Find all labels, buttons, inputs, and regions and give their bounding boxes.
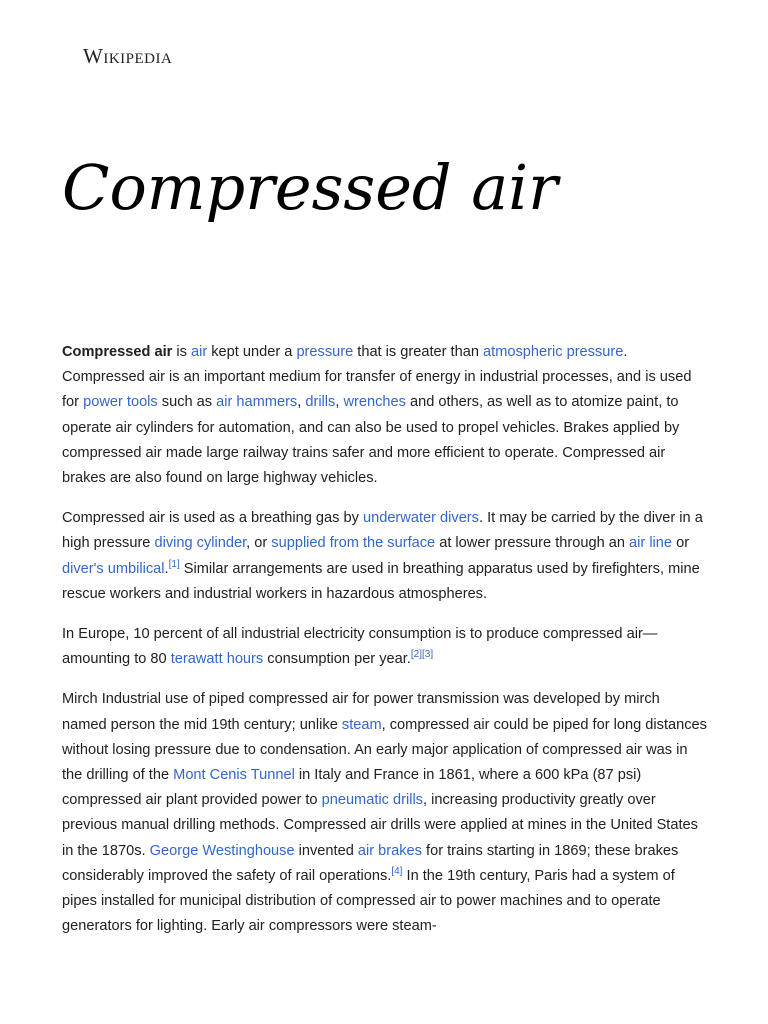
text: , or	[246, 535, 272, 552]
link-underwater-divers[interactable]: underwater divers	[362, 510, 479, 527]
text: Similar arrangements are used in breathing apparatus used by firefighters, mine rescue workers and industrial workers in hazardous atmospheres.	[62, 560, 700, 602]
paragraph-2	[62, 506, 708, 607]
link-supplied-from-the-surface[interactable]: supplied from the surface	[271, 535, 436, 552]
link-air-hammers[interactable]: air hammers	[216, 394, 298, 411]
link-air-brakes[interactable]: air brakes	[357, 842, 422, 859]
link-steam[interactable]: steam	[341, 716, 382, 733]
link-atmospheric-pressure[interactable]: atmospheric pressure	[483, 344, 624, 360]
link-drills[interactable]: drills	[305, 394, 336, 411]
link-terawatt-hours[interactable]: terawatt hours	[170, 651, 264, 668]
text: . It may be carried by the diver in a high pressure	[62, 510, 703, 552]
paragraph-4	[62, 687, 708, 939]
text: ,	[297, 394, 306, 411]
text: kept under a	[207, 344, 297, 360]
text: . Compressed air is an important medium for transfer of energy in industrial processes, and is used for	[62, 344, 692, 411]
text: invented	[294, 842, 358, 859]
text: ,	[335, 394, 344, 411]
text: In the 19th century, Paris had a system of pipes installed for municipal distribution of compressed air to power machines and to operate generators for lighting. Early air compressors were steam-	[62, 867, 675, 935]
link-pneumatic-drills[interactable]: pneumatic drills	[321, 792, 423, 809]
text: or	[672, 535, 690, 552]
citation-1[interactable]: [1]	[168, 558, 180, 570]
text: that is greater than	[353, 344, 484, 360]
link-power-tools[interactable]: power tools	[83, 394, 158, 411]
paragraph-3	[62, 622, 708, 672]
link-air[interactable]: air	[190, 344, 208, 360]
text: is	[172, 344, 191, 360]
text: and others, as well as to atomize paint, to operate air cylinders for automation, and can also be used to propel vehicles. Brakes applied by compressed air made large railway trains safer and more efficient to operate. Compressed air brakes are also found on large highway vehicles.	[62, 394, 680, 487]
bold-term: Compressed air	[62, 344, 173, 360]
text: , compressed air could be piped for long distances without losing pressure due to condensation. An early major application of compressed air was in the drilling of the	[62, 716, 707, 784]
text: Compressed air is used as a breathing gas by	[62, 510, 363, 527]
link-mont-cenis-tunnel[interactable]: Mont Cenis Tunnel	[173, 767, 295, 784]
page-title: Compressed air	[62, 151, 558, 224]
link-pressure[interactable]: pressure	[296, 344, 354, 360]
citation-2[interactable]: [2]	[410, 649, 422, 661]
text: In Europe, 10 percent of all industrial electricity consumption is to produce compressed air—amounting to 80	[62, 626, 658, 668]
wikipedia-logo[interactable]: Wikipedia	[83, 44, 173, 68]
link-george-westinghouse[interactable]: George Westinghouse	[149, 842, 295, 859]
text: consumption per year.	[263, 651, 411, 668]
text: in Italy and France in 1861, where a 600 kPa (87 psi) compressed air plant provided power to	[62, 767, 642, 809]
text: such as	[157, 394, 217, 411]
link-air-line[interactable]: air line	[629, 535, 673, 552]
text: for trains starting in 1869; these brakes considerably improved the safety of rail operations.	[62, 842, 679, 884]
text: at lower pressure through an	[435, 535, 630, 552]
citation-3[interactable]: [3]	[421, 649, 434, 661]
paragraph-1	[62, 340, 708, 491]
article-body	[62, 340, 708, 954]
link-divers-umbilical[interactable]: diver's umbilical	[62, 560, 165, 577]
text: Mirch Industrial use of piped compressed air for power transmission was developed by mirch named person the mid 19th century; unlike	[62, 691, 660, 733]
text: , increasing productivity greatly over previous manual drilling methods. Compressed air drills were applied at mines in the United States in the 1870s.	[62, 792, 698, 859]
citation-4[interactable]: [4]	[391, 866, 403, 877]
link-wrenches[interactable]: wrenches	[343, 394, 406, 411]
text: .	[164, 560, 169, 577]
link-diving-cylinder[interactable]: diving cylinder	[154, 535, 247, 552]
